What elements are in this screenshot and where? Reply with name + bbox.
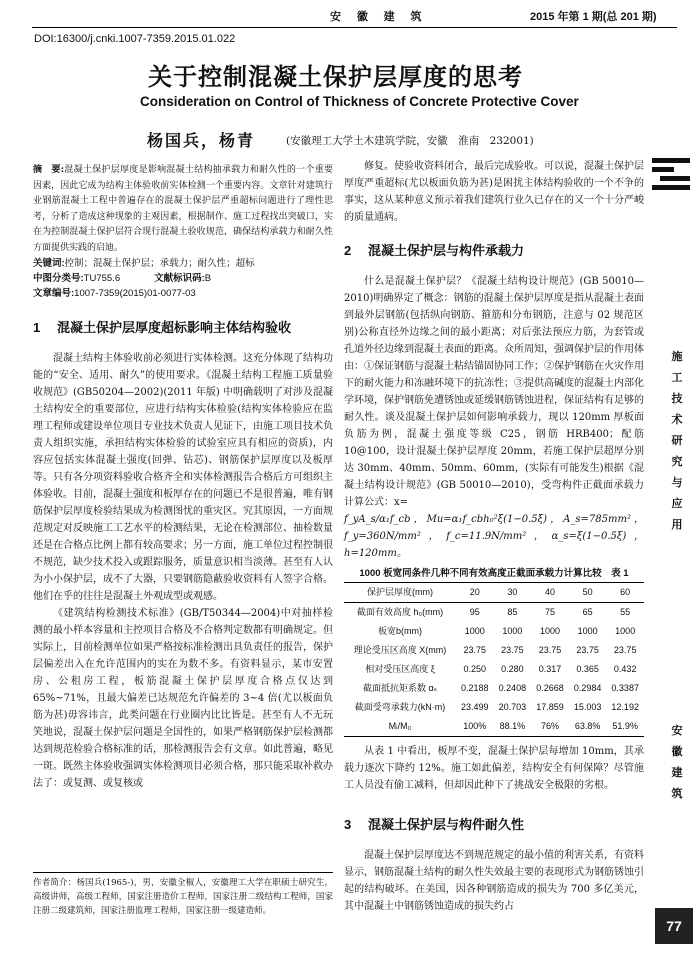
table-cell: 0.317 bbox=[538, 664, 562, 674]
table-row bbox=[344, 622, 644, 641]
issue-info: 2015 年第 1 期(总 201 期) bbox=[530, 11, 657, 23]
table-cell: 85 bbox=[507, 607, 518, 617]
table-cell: 65 bbox=[582, 607, 593, 617]
row-label: Mᵢ/M₀ bbox=[388, 721, 412, 731]
table-cell: 51.9% bbox=[612, 721, 638, 731]
table-row bbox=[344, 641, 644, 660]
title-chinese: 关于控制混凝土保护层厚度的思考 bbox=[148, 63, 523, 91]
table-cell: 0.365 bbox=[576, 664, 599, 674]
table-cell: 55 bbox=[620, 607, 631, 617]
table-cell: 0.3387 bbox=[611, 683, 639, 693]
doccode-label: 文献标识码: bbox=[154, 273, 205, 284]
table-header-cell: 60 bbox=[620, 587, 631, 597]
comparison-table bbox=[344, 582, 644, 737]
table-cell: 0.280 bbox=[501, 664, 524, 674]
keywords bbox=[33, 256, 333, 271]
table-cell: 23.499 bbox=[461, 702, 489, 712]
table-caption: 1000 板宽同条件几种不同有效高度正截面承载力计算比较 表 1 bbox=[359, 568, 629, 579]
row-label: 相对受压区高度 ξ bbox=[365, 664, 435, 674]
table-cell: 23.75 bbox=[613, 645, 637, 655]
table-row bbox=[344, 717, 644, 737]
table-cell: 88.1% bbox=[499, 721, 526, 731]
table-cell: 23.75 bbox=[463, 645, 487, 655]
row-label: 截面受弯承载力(kN·m) bbox=[354, 702, 446, 712]
article-no-label: 文章编号: bbox=[33, 288, 75, 299]
clc-value: TU755.6 bbox=[83, 273, 121, 284]
author-bio: 作者简介：杨国兵(1965-)，男，安徽全椒人，安徽理工大学在职硕士研究生，高级讲师，高级工程师，国家注册造价工程师，国家注册二级结构工程师，国家注册二级建筑师，国家注册监理工程师，国家注册一级建造师。 bbox=[33, 878, 333, 916]
abstract bbox=[33, 163, 333, 256]
section-3-heading bbox=[344, 816, 644, 833]
affiliation: (安徽理工大学土木建筑学院，安徽 淮南 232001) bbox=[286, 135, 534, 147]
right-column bbox=[344, 158, 644, 915]
table-cell: 95 bbox=[469, 607, 480, 617]
table-header-cell: 20 bbox=[469, 587, 480, 597]
section-1-number: 1 bbox=[33, 320, 41, 335]
left-column bbox=[33, 163, 333, 792]
keywords-text: 控制；混凝土保护层；承载力；耐久性；超标 bbox=[64, 258, 255, 269]
table-cell: 1000 bbox=[577, 626, 598, 636]
abstract-label: 摘 要: bbox=[33, 165, 65, 175]
table-cell: 0.432 bbox=[613, 664, 637, 674]
table-cell: 0.2984 bbox=[573, 683, 602, 693]
table-row bbox=[344, 698, 644, 717]
section-2-heading bbox=[344, 242, 644, 259]
table-cell: 15.003 bbox=[573, 702, 602, 712]
section-1-paragraph-1: 混凝土结构主体验收前必须进行实体检测。这充分体现了结构功能的“安全、适用、耐久”的使用要求。《混凝土结构工程施工质量验收规范》(GB50204—2002)(2011 年版) 中明确载明了对涉及混凝土结构安全的重要部位，应进行结构实体检验(结构实体检验应在监理工程师或建设单位项目专业技术负责人见证下，由施工项目技术负责人组织实施，承担结构实体检验的试验室应具有相应的资质)，内容应包括实体混凝土强度(回弹、钻芯)、钢筋保护层厚度以及板厚等。只有各分项资料验收合格齐全和实体检测报告合格后方可组织主体验收。目前，混凝土强度和板厚存在的问题已不是很普遍，唯有钢筋保护层厚度检验结果成为检测图忧的重灾区。究其原因，一方面规范规定对反映施工工艺水平的检测结果，无论在检测部位、抽检数量还是在合格点比例上都有较高要求；另一方面，施工单位过程控制很不规范，缺少技术投入或跟踪服务，质量意识相当淡薄。甚至有人认为小小保护层，成不了大器，只要钢筋隐蔽验收资料有人签字合格。他们在乎的往往是混凝土外观成型或观感。 bbox=[33, 353, 334, 602]
table-row bbox=[344, 603, 644, 623]
table-row bbox=[344, 679, 644, 698]
section-2-paragraph-1: 什么是混凝土保护层？《混凝土结构设计规范》(GB 50010—2010)明确界定了概念：钢筋的混凝土保护层厚度是指从混凝土表面到最外层钢筋(包括纵向钢筋、箍筋和分布钢筋，注意与 02 规范区别)公称直径外边缘之间的最小距离；对后张法预应力筋，为套管或孔道外径边缘到混凝土表面的距离。众所周知，强调保护层的作用体由：①保证钢筋与混凝土粘结锚固协同工作；②保护钢筋在火灾作用下的耐火能力和冻融环境下的抗冻性；③提供高碱度的混凝土内部化学环境，保护钢筋免遭锈蚀或延缓钢筋锈蚀进程，保证结构有足够的耐久性。谈及混凝土保护层如何影响承载力，现以 120mm 厚板面负筋为例，混凝土强度等级 C25，钢筋 HRB400；配筋 10@100，设计混凝土保护层厚度 20mm，若施工保护层超厚分别达 30mm、40mm、50mm、60mm，(实际有可能发生)根据《混凝土结构设计规范》(GB 50010—2010)，受弯构件正截面承载力计算公式：x= bbox=[344, 276, 644, 508]
section-1-paragraph-2: 《建筑结构检测技术标准》(GB/T50344—2004)中对抽样检测的最小样本容量和主控项目合格及不合格判定数都有明确规定。但实际上，目前检测单位如果严格按标准检测出具负责任的报告，保护层偏差出入在允许范围内的实在为数不多。有资料显示，某市安置房、公租房工程，板筋混凝土保护层厚度合格点仅达到 65%~71%，且最大偏差已达规范允许偏差的 3~4 倍(尤以板面负筋为甚)毋容讳言，此类问题在行业圈内比比皆是。甚至有人不无玩笑地说，混凝土保护层问题是全国性的，如果严格钢筋保护层检测都达到规范检验合格标准的话，那检测报告会有文章。如此普遍，略见一斑。既然主体验收强调实体检测项目必须合格，那只能采取补救办法了：或复测、或复核或 bbox=[33, 608, 333, 789]
table-cell: 75 bbox=[544, 607, 555, 617]
table-cell: 17.859 bbox=[536, 702, 564, 712]
table-cell: 1000 bbox=[615, 626, 636, 636]
section-1-heading bbox=[33, 319, 333, 336]
table-cell: 63.8% bbox=[574, 721, 601, 731]
table-header-row bbox=[344, 583, 644, 603]
margin-journal-label: 安徽建筑 bbox=[671, 724, 683, 800]
keywords-label: 关键词: bbox=[33, 258, 65, 269]
formula: f_yA_s/α₁f_cb，Mu=α₁f_cbh₀²ξ(1−0.5ξ)，A_s=785mm²，f_y=360N/mm²，f_c=11.9N/mm²，α_s=ξ(1−0.5ξ)，h=120mm。 bbox=[344, 514, 644, 559]
table-cell: 1000 bbox=[539, 626, 560, 636]
section-2-number: 2 bbox=[344, 243, 352, 258]
row-label: 截面抵抗矩系数 αₛ bbox=[362, 683, 438, 693]
table-cell: 23.75 bbox=[501, 645, 524, 655]
table-cell: 100% bbox=[463, 721, 487, 731]
article-no-value: 1007-7359(2015)01-0077-03 bbox=[74, 288, 196, 299]
table-cell: 0.250 bbox=[463, 664, 487, 674]
margin-stripes-icon bbox=[652, 158, 690, 194]
authors: 杨国兵，杨青 bbox=[147, 131, 256, 150]
header-rule bbox=[32, 27, 677, 28]
table-cell: 23.75 bbox=[576, 645, 599, 655]
classification bbox=[33, 271, 333, 286]
journal-name: 安 徽 建 筑 bbox=[330, 10, 428, 23]
table-cell: 23.75 bbox=[538, 645, 562, 655]
table-cell: 1000 bbox=[464, 626, 485, 636]
table-row bbox=[344, 660, 644, 679]
section-2-paragraph-2: 从表 1 中看出，板厚不变，混凝土保护层每增加 10mm，其承载力逐次下降约 12%。施工如此偏差，结构安全有何保障？尽管施工人员没有偷工减料，但却因此种下了挑战安全极限的劣根。 bbox=[344, 746, 644, 791]
section-1-title: 混凝土保护层厚度超标影响主体结构验收 bbox=[57, 320, 292, 335]
table-header-cell: 30 bbox=[507, 587, 518, 597]
table-cell: 0.2188 bbox=[461, 683, 489, 693]
title-english: Consideration on Control of Thickness of Concrete Protective Cover bbox=[140, 94, 579, 109]
table-header-label: 保护层厚度(mm) bbox=[367, 587, 433, 597]
section-2-title: 混凝土保护层与构件承载力 bbox=[368, 243, 525, 258]
table-cell: 76% bbox=[540, 721, 559, 731]
row-label: 截面有效高度 h₀(mm) bbox=[356, 607, 444, 617]
abstract-text: 混凝土保护层厚度是影响混凝土结构抽承载力和耐久性的一个重要因素，因此它成为结构主体验收前实体检测一个重要内容。文章针对建筑行业钢筋混凝土工程中普遍存在的混凝土保护层严重超标问题进行了理性思考，分析了造成这种现象的主观因素，根据制作、施工过程找出突破口，实在为控制混凝土保护层符合现行混凝土验收规范，确保结构承载力和耐久性方面提供实践的启迪。 bbox=[33, 165, 333, 253]
doccode-value: B bbox=[204, 273, 212, 284]
doi: DOI:16300/j.cnki.1007-7359.2015.01.022 bbox=[34, 33, 236, 45]
clc-label: 中图分类号: bbox=[33, 273, 84, 284]
table-cell: 1000 bbox=[502, 626, 523, 636]
right-intro-paragraph: 修复。使验收资料闭合，最后完成验收。可以说，混凝土保护层厚度严重超标(尤以板面负筋为甚)是困扰主体结构验收的一个不争的事实，这从某种意义预示着我们建筑行业久已存在的又一个十分严峻的质量通病。 bbox=[344, 161, 644, 223]
table-header-cell: 50 bbox=[582, 587, 593, 597]
section-3-title: 混凝土保护层与构件耐久性 bbox=[368, 817, 525, 832]
row-label: 理论受压区高度 X(mm) bbox=[353, 645, 447, 655]
article-number bbox=[33, 286, 333, 301]
table-cell: 12.192 bbox=[611, 702, 639, 712]
margin-column-label: 施工技术研究与应用 bbox=[671, 350, 683, 531]
section-3-paragraph-1: 混凝土保护层厚度达不到规范规定的最小值的利害关系，有资料显示，钢筋混凝土结构的耐久性失效最主要的表现形式为钢筋锈蚀引起的结构破坏。在美国，因各种钢筋造成的损失为 700 多亿美元，其中混凝土中钢筋锈蚀造成的损失约占 bbox=[344, 850, 644, 912]
row-label: 板宽b(mm) bbox=[378, 626, 422, 636]
table-cell: 20.703 bbox=[498, 702, 527, 712]
footnote-rule bbox=[33, 872, 333, 873]
footnote-block bbox=[33, 876, 333, 918]
table-cell: 0.2408 bbox=[498, 683, 527, 693]
page-number: 77 bbox=[655, 908, 693, 944]
table-cell: 0.2668 bbox=[536, 683, 564, 693]
table-header-cell: 40 bbox=[544, 587, 555, 597]
section-3-number: 3 bbox=[344, 817, 352, 832]
